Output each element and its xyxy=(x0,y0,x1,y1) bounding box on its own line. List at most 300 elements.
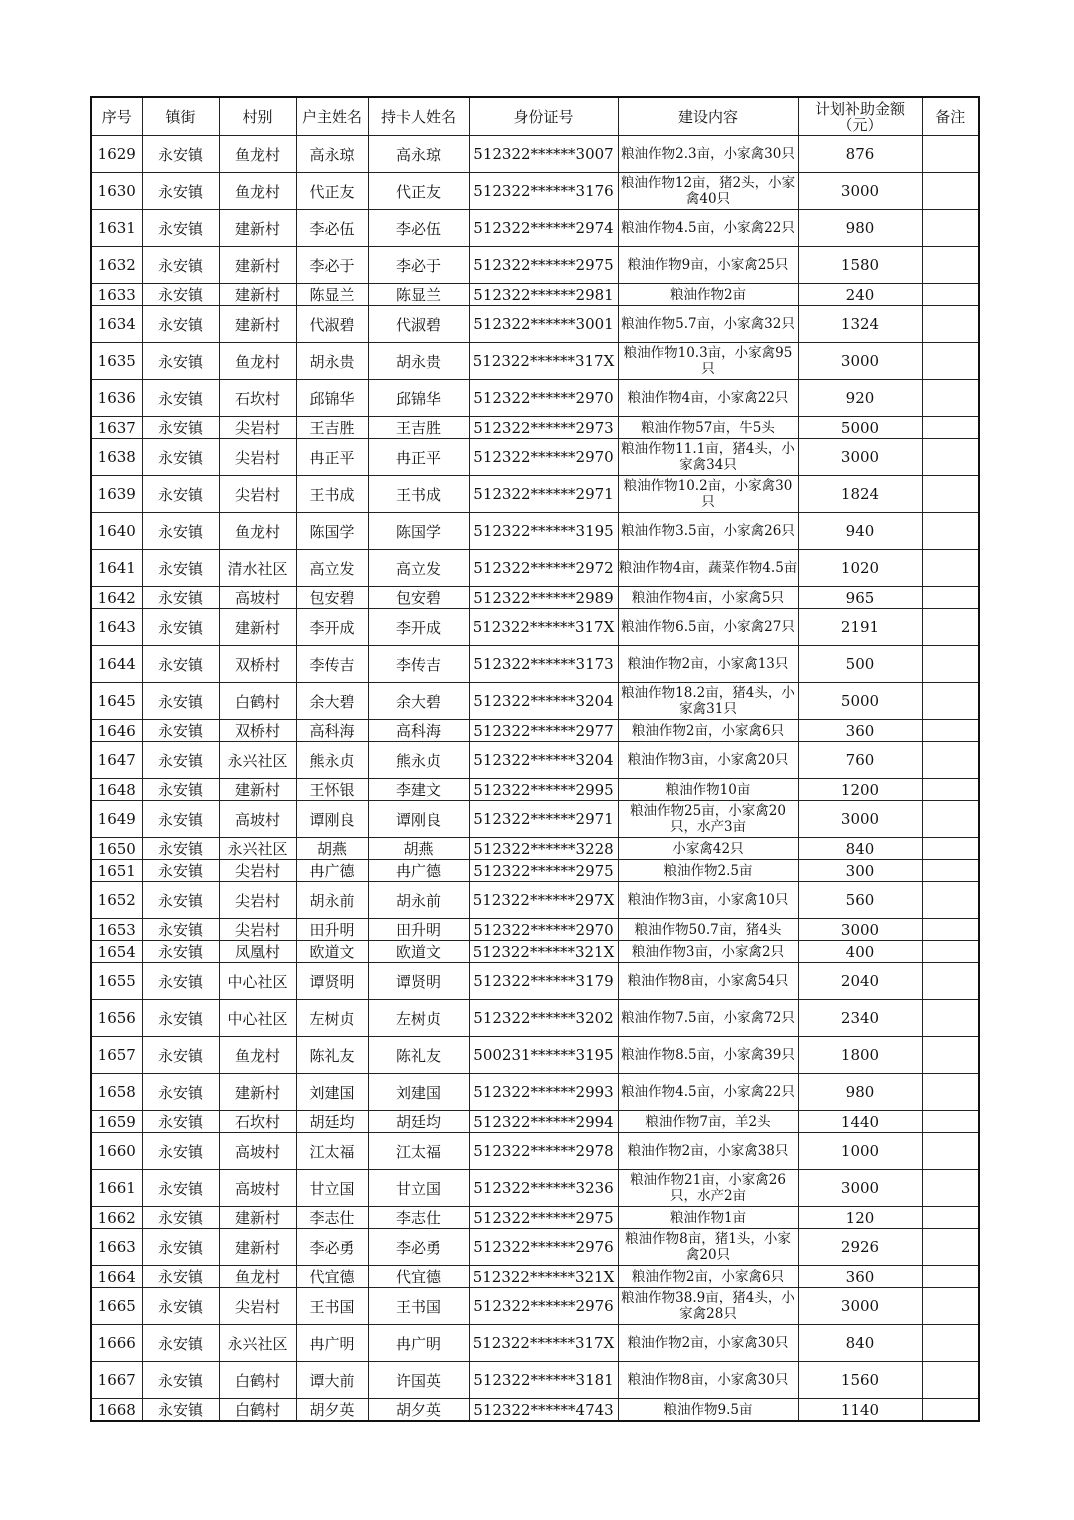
cell-seq: 1655 xyxy=(91,963,142,1000)
cell-remark xyxy=(922,1266,979,1288)
cell-construction: 粮油作物5.7亩，小家禽32只 xyxy=(618,306,798,343)
cell-seq: 1640 xyxy=(91,513,142,550)
cell-town: 永安镇 xyxy=(142,742,219,779)
cell-town: 永安镇 xyxy=(142,550,219,587)
cell-village: 建新村 xyxy=(219,1207,296,1229)
cell-cardholder: 陈国学 xyxy=(368,513,469,550)
table-row xyxy=(91,343,979,380)
cell-cardholder: 余大碧 xyxy=(368,683,469,720)
cell-village: 高坡村 xyxy=(219,587,296,609)
cell-village: 鱼龙村 xyxy=(219,513,296,550)
cell-householder: 王书成 xyxy=(296,476,368,513)
cell-cardholder: 代宜德 xyxy=(368,1266,469,1288)
header-cardholder: 持卡人姓名 xyxy=(368,97,469,136)
cell-village: 双桥村 xyxy=(219,646,296,683)
cell-town: 永安镇 xyxy=(142,609,219,646)
cell-construction: 粮油作物7.5亩，小家禽72只 xyxy=(618,1000,798,1037)
cell-town: 永安镇 xyxy=(142,343,219,380)
cell-seq: 1644 xyxy=(91,646,142,683)
cell-amount: 360 xyxy=(798,1266,922,1288)
cell-town: 永安镇 xyxy=(142,587,219,609)
cell-id-number: 512322******3007 xyxy=(469,136,618,173)
cell-town: 永安镇 xyxy=(142,1207,219,1229)
cell-seq: 1646 xyxy=(91,720,142,742)
cell-id-number: 512322******2974 xyxy=(469,210,618,247)
cell-village: 白鹤村 xyxy=(219,1399,296,1422)
cell-householder: 陈国学 xyxy=(296,513,368,550)
cell-cardholder: 冉广明 xyxy=(368,1325,469,1362)
cell-remark xyxy=(922,1074,979,1111)
cell-town: 永安镇 xyxy=(142,173,219,210)
cell-id-number: 512322******2970 xyxy=(469,380,618,417)
cell-amount: 940 xyxy=(798,513,922,550)
cell-cardholder: 谭刚良 xyxy=(368,801,469,838)
cell-cardholder: 熊永贞 xyxy=(368,742,469,779)
cell-amount: 1324 xyxy=(798,306,922,343)
cell-construction: 小家禽42只 xyxy=(618,838,798,860)
cell-village: 尖岩村 xyxy=(219,919,296,941)
cell-householder: 冉广德 xyxy=(296,860,368,882)
cell-cardholder: 代淑碧 xyxy=(368,306,469,343)
cell-remark xyxy=(922,284,979,306)
cell-id-number: 512322******2994 xyxy=(469,1111,618,1133)
cell-amount: 3000 xyxy=(798,1170,922,1207)
table-row xyxy=(91,1111,979,1133)
cell-seq: 1635 xyxy=(91,343,142,380)
cell-cardholder: 王吉胜 xyxy=(368,417,469,439)
table-row xyxy=(91,609,979,646)
cell-householder: 胡廷均 xyxy=(296,1111,368,1133)
cell-remark xyxy=(922,343,979,380)
cell-town: 永安镇 xyxy=(142,247,219,284)
cell-remark xyxy=(922,439,979,476)
table-row xyxy=(91,779,979,801)
cell-remark xyxy=(922,587,979,609)
cell-town: 永安镇 xyxy=(142,284,219,306)
cell-construction: 粮油作物25亩，小家禽20只，水产3亩 xyxy=(618,801,798,838)
cell-town: 永安镇 xyxy=(142,1229,219,1266)
cell-town: 永安镇 xyxy=(142,306,219,343)
table-row xyxy=(91,1288,979,1325)
cell-amount: 5000 xyxy=(798,683,922,720)
cell-seq: 1643 xyxy=(91,609,142,646)
cell-amount: 1200 xyxy=(798,779,922,801)
cell-town: 永安镇 xyxy=(142,1133,219,1170)
header-seq: 序号 xyxy=(91,97,142,136)
cell-construction: 粮油作物2亩，小家禽13只 xyxy=(618,646,798,683)
subsidy-table xyxy=(90,96,980,1422)
cell-cardholder: 李必伍 xyxy=(368,210,469,247)
cell-town: 永安镇 xyxy=(142,963,219,1000)
cell-village: 双桥村 xyxy=(219,720,296,742)
cell-amount: 1440 xyxy=(798,1111,922,1133)
cell-construction: 粮油作物11.1亩，猪4头，小家禽34只 xyxy=(618,439,798,476)
table-row xyxy=(91,1037,979,1074)
cell-construction: 粮油作物3.5亩，小家禽26只 xyxy=(618,513,798,550)
cell-id-number: 512322******321X xyxy=(469,941,618,963)
cell-householder: 冉正平 xyxy=(296,439,368,476)
cell-amount: 980 xyxy=(798,210,922,247)
cell-householder: 田升明 xyxy=(296,919,368,941)
table-row xyxy=(91,476,979,513)
cell-amount: 3000 xyxy=(798,343,922,380)
cell-remark xyxy=(922,720,979,742)
cell-remark xyxy=(922,1399,979,1422)
cell-village: 尖岩村 xyxy=(219,417,296,439)
cell-remark xyxy=(922,779,979,801)
table-row xyxy=(91,742,979,779)
cell-remark xyxy=(922,742,979,779)
cell-town: 永安镇 xyxy=(142,513,219,550)
cell-village: 凤凰村 xyxy=(219,941,296,963)
cell-town: 永安镇 xyxy=(142,1288,219,1325)
table-row xyxy=(91,173,979,210)
cell-construction: 粮油作物4亩，小家禽5只 xyxy=(618,587,798,609)
cell-amount: 840 xyxy=(798,838,922,860)
cell-householder: 李必于 xyxy=(296,247,368,284)
cell-cardholder: 谭贤明 xyxy=(368,963,469,1000)
cell-amount: 5000 xyxy=(798,417,922,439)
cell-amount: 2926 xyxy=(798,1229,922,1266)
cell-householder: 邱锦华 xyxy=(296,380,368,417)
cell-id-number: 512322******2970 xyxy=(469,439,618,476)
table-row xyxy=(91,683,979,720)
cell-seq: 1654 xyxy=(91,941,142,963)
cell-construction: 粮油作物2亩 xyxy=(618,284,798,306)
cell-town: 永安镇 xyxy=(142,860,219,882)
cell-cardholder: 高立发 xyxy=(368,550,469,587)
cell-amount: 360 xyxy=(798,720,922,742)
table-row xyxy=(91,801,979,838)
cell-village: 白鹤村 xyxy=(219,1362,296,1399)
cell-amount: 3000 xyxy=(798,919,922,941)
cell-remark xyxy=(922,1362,979,1399)
cell-householder: 谭刚良 xyxy=(296,801,368,838)
cell-village: 永兴社区 xyxy=(219,1325,296,1362)
cell-amount: 3000 xyxy=(798,1288,922,1325)
cell-householder: 左树贞 xyxy=(296,1000,368,1037)
cell-town: 永安镇 xyxy=(142,1037,219,1074)
cell-remark xyxy=(922,1133,979,1170)
cell-amount: 876 xyxy=(798,136,922,173)
cell-construction: 粮油作物3亩，小家禽20只 xyxy=(618,742,798,779)
cell-seq: 1660 xyxy=(91,1133,142,1170)
cell-id-number: 512322******2975 xyxy=(469,860,618,882)
cell-householder: 胡燕 xyxy=(296,838,368,860)
cell-town: 永安镇 xyxy=(142,838,219,860)
table-row xyxy=(91,1325,979,1362)
cell-id-number: 512322******297X xyxy=(469,882,618,919)
cell-remark xyxy=(922,646,979,683)
table-row xyxy=(91,513,979,550)
table-row xyxy=(91,646,979,683)
cell-seq: 1645 xyxy=(91,683,142,720)
cell-seq: 1638 xyxy=(91,439,142,476)
cell-remark xyxy=(922,963,979,1000)
cell-village: 石坎村 xyxy=(219,1111,296,1133)
cell-village: 建新村 xyxy=(219,609,296,646)
cell-village: 建新村 xyxy=(219,284,296,306)
cell-id-number: 512322******2978 xyxy=(469,1133,618,1170)
cell-town: 永安镇 xyxy=(142,1266,219,1288)
cell-id-number: 512322******2976 xyxy=(469,1229,618,1266)
cell-cardholder: 刘建国 xyxy=(368,1074,469,1111)
cell-cardholder: 王书国 xyxy=(368,1288,469,1325)
cell-cardholder: 田升明 xyxy=(368,919,469,941)
cell-cardholder: 李必勇 xyxy=(368,1229,469,1266)
cell-cardholder: 陈显兰 xyxy=(368,284,469,306)
cell-village: 永兴社区 xyxy=(219,838,296,860)
cell-amount: 965 xyxy=(798,587,922,609)
cell-cardholder: 冉正平 xyxy=(368,439,469,476)
cell-construction: 粮油作物18.2亩，猪4头，小家禽31只 xyxy=(618,683,798,720)
cell-seq: 1629 xyxy=(91,136,142,173)
cell-village: 高坡村 xyxy=(219,801,296,838)
cell-seq: 1656 xyxy=(91,1000,142,1037)
cell-amount: 1000 xyxy=(798,1133,922,1170)
cell-seq: 1634 xyxy=(91,306,142,343)
cell-construction: 粮油作物50.7亩，猪4头 xyxy=(618,919,798,941)
cell-village: 尖岩村 xyxy=(219,476,296,513)
cell-remark xyxy=(922,380,979,417)
cell-seq: 1663 xyxy=(91,1229,142,1266)
cell-id-number: 512322******2995 xyxy=(469,779,618,801)
cell-id-number: 512322******3228 xyxy=(469,838,618,860)
cell-remark xyxy=(922,306,979,343)
cell-householder: 高永琼 xyxy=(296,136,368,173)
cell-cardholder: 李建文 xyxy=(368,779,469,801)
cell-householder: 余大碧 xyxy=(296,683,368,720)
cell-construction: 粮油作物8亩，小家禽30只 xyxy=(618,1362,798,1399)
cell-cardholder: 李必于 xyxy=(368,247,469,284)
cell-seq: 1664 xyxy=(91,1266,142,1288)
cell-construction: 粮油作物8亩，小家禽54只 xyxy=(618,963,798,1000)
cell-cardholder: 许国英 xyxy=(368,1362,469,1399)
cell-householder: 代淑碧 xyxy=(296,306,368,343)
cell-village: 鱼龙村 xyxy=(219,1037,296,1074)
cell-seq: 1650 xyxy=(91,838,142,860)
cell-construction: 粮油作物10.3亩，小家禽95只 xyxy=(618,343,798,380)
cell-seq: 1653 xyxy=(91,919,142,941)
cell-id-number: 512322******2972 xyxy=(469,550,618,587)
cell-construction: 粮油作物2.3亩，小家禽30只 xyxy=(618,136,798,173)
table-row xyxy=(91,720,979,742)
cell-seq: 1636 xyxy=(91,380,142,417)
header-id-number: 身份证号 xyxy=(469,97,618,136)
cell-cardholder: 李志仕 xyxy=(368,1207,469,1229)
cell-construction: 粮油作物6.5亩，小家禽27只 xyxy=(618,609,798,646)
cell-id-number: 512322******2981 xyxy=(469,284,618,306)
cell-construction: 粮油作物9.5亩 xyxy=(618,1399,798,1422)
cell-construction: 粮油作物8亩，猪1头，小家禽20只 xyxy=(618,1229,798,1266)
cell-town: 永安镇 xyxy=(142,1399,219,1422)
cell-householder: 陈显兰 xyxy=(296,284,368,306)
cell-construction: 粮油作物2亩，小家禽6只 xyxy=(618,1266,798,1288)
cell-id-number: 512322******3204 xyxy=(469,683,618,720)
cell-town: 永安镇 xyxy=(142,1325,219,1362)
cell-remark xyxy=(922,919,979,941)
cell-cardholder: 王书成 xyxy=(368,476,469,513)
cell-remark xyxy=(922,683,979,720)
cell-cardholder: 冉广德 xyxy=(368,860,469,882)
cell-householder: 代宜德 xyxy=(296,1266,368,1288)
table-row xyxy=(91,306,979,343)
table-row xyxy=(91,1362,979,1399)
cell-amount: 1140 xyxy=(798,1399,922,1422)
cell-householder: 谭大前 xyxy=(296,1362,368,1399)
cell-town: 永安镇 xyxy=(142,417,219,439)
cell-construction: 粮油作物9亩，小家禽25只 xyxy=(618,247,798,284)
cell-remark xyxy=(922,1207,979,1229)
cell-amount: 560 xyxy=(798,882,922,919)
cell-id-number: 512322******317X xyxy=(469,343,618,380)
cell-construction: 粮油作物57亩，牛5头 xyxy=(618,417,798,439)
cell-construction: 粮油作物3亩，小家禽10只 xyxy=(618,882,798,919)
cell-householder: 谭贤明 xyxy=(296,963,368,1000)
cell-construction: 粮油作物38.9亩，猪4头，小家禽28只 xyxy=(618,1288,798,1325)
cell-cardholder: 邱锦华 xyxy=(368,380,469,417)
cell-remark xyxy=(922,609,979,646)
cell-householder: 李开成 xyxy=(296,609,368,646)
cell-town: 永安镇 xyxy=(142,1362,219,1399)
cell-amount: 980 xyxy=(798,1074,922,1111)
cell-town: 永安镇 xyxy=(142,380,219,417)
cell-amount: 500 xyxy=(798,646,922,683)
cell-householder: 王怀银 xyxy=(296,779,368,801)
cell-id-number: 512322******3181 xyxy=(469,1362,618,1399)
cell-town: 永安镇 xyxy=(142,779,219,801)
cell-id-number: 512322******2970 xyxy=(469,919,618,941)
header-village: 村别 xyxy=(219,97,296,136)
cell-village: 建新村 xyxy=(219,247,296,284)
cell-seq: 1639 xyxy=(91,476,142,513)
cell-town: 永安镇 xyxy=(142,1111,219,1133)
cell-id-number: 512322******2973 xyxy=(469,417,618,439)
cell-amount: 3000 xyxy=(798,173,922,210)
cell-id-number: 512322******3176 xyxy=(469,173,618,210)
cell-householder: 欧道文 xyxy=(296,941,368,963)
cell-amount: 2191 xyxy=(798,609,922,646)
cell-remark xyxy=(922,417,979,439)
cell-village: 清水社区 xyxy=(219,550,296,587)
cell-cardholder: 代正友 xyxy=(368,173,469,210)
cell-id-number: 512322******2975 xyxy=(469,1207,618,1229)
cell-amount: 3000 xyxy=(798,801,922,838)
cell-id-number: 512322******2975 xyxy=(469,247,618,284)
cell-cardholder: 高永琼 xyxy=(368,136,469,173)
cell-cardholder: 欧道文 xyxy=(368,941,469,963)
cell-village: 鱼龙村 xyxy=(219,136,296,173)
cell-householder: 胡夕英 xyxy=(296,1399,368,1422)
header-householder: 户主姓名 xyxy=(296,97,368,136)
cell-id-number: 512322******3202 xyxy=(469,1000,618,1037)
cell-amount: 2040 xyxy=(798,963,922,1000)
cell-construction: 粮油作物3亩，小家禽2只 xyxy=(618,941,798,963)
cell-cardholder: 李开成 xyxy=(368,609,469,646)
cell-remark xyxy=(922,247,979,284)
cell-remark xyxy=(922,1325,979,1362)
cell-amount: 400 xyxy=(798,941,922,963)
cell-amount: 1020 xyxy=(798,550,922,587)
cell-village: 中心社区 xyxy=(219,1000,296,1037)
cell-village: 高坡村 xyxy=(219,1133,296,1170)
cell-seq: 1666 xyxy=(91,1325,142,1362)
table-row xyxy=(91,136,979,173)
cell-construction: 粮油作物1亩 xyxy=(618,1207,798,1229)
cell-remark xyxy=(922,173,979,210)
cell-cardholder: 胡永前 xyxy=(368,882,469,919)
cell-remark xyxy=(922,210,979,247)
cell-construction: 粮油作物4亩，蔬菜作物4.5亩 xyxy=(618,550,798,587)
cell-id-number: 500231******3195 xyxy=(469,1037,618,1074)
cell-cardholder: 包安碧 xyxy=(368,587,469,609)
table-row xyxy=(91,860,979,882)
cell-amount: 3000 xyxy=(798,439,922,476)
cell-householder: 高立发 xyxy=(296,550,368,587)
cell-village: 建新村 xyxy=(219,779,296,801)
cell-village: 永兴社区 xyxy=(219,742,296,779)
cell-construction: 粮油作物4亩，小家禽22只 xyxy=(618,380,798,417)
table-body xyxy=(91,136,979,1422)
cell-town: 永安镇 xyxy=(142,1000,219,1037)
cell-cardholder: 江太福 xyxy=(368,1133,469,1170)
cell-id-number: 512322******321X xyxy=(469,1266,618,1288)
cell-householder: 冉广明 xyxy=(296,1325,368,1362)
cell-cardholder: 胡永贵 xyxy=(368,343,469,380)
table-row xyxy=(91,1207,979,1229)
cell-remark xyxy=(922,860,979,882)
cell-amount: 1560 xyxy=(798,1362,922,1399)
cell-id-number: 512322******4743 xyxy=(469,1399,618,1422)
cell-seq: 1648 xyxy=(91,779,142,801)
cell-householder: 李志仕 xyxy=(296,1207,368,1229)
table-row xyxy=(91,210,979,247)
cell-householder: 刘建国 xyxy=(296,1074,368,1111)
cell-seq: 1642 xyxy=(91,587,142,609)
cell-construction: 粮油作物7亩，羊2头 xyxy=(618,1111,798,1133)
cell-seq: 1667 xyxy=(91,1362,142,1399)
header-remark: 备注 xyxy=(922,97,979,136)
cell-householder: 包安碧 xyxy=(296,587,368,609)
cell-seq: 1661 xyxy=(91,1170,142,1207)
cell-construction: 粮油作物2亩，小家禽30只 xyxy=(618,1325,798,1362)
cell-construction: 粮油作物4.5亩，小家禽22只 xyxy=(618,210,798,247)
cell-cardholder: 甘立国 xyxy=(368,1170,469,1207)
cell-construction: 粮油作物12亩，猪2头，小家禽40只 xyxy=(618,173,798,210)
cell-town: 永安镇 xyxy=(142,720,219,742)
cell-seq: 1651 xyxy=(91,860,142,882)
header-construction: 建设内容 xyxy=(618,97,798,136)
cell-id-number: 512322******2977 xyxy=(469,720,618,742)
cell-remark xyxy=(922,838,979,860)
cell-town: 永安镇 xyxy=(142,646,219,683)
cell-village: 白鹤村 xyxy=(219,683,296,720)
cell-id-number: 512322******2993 xyxy=(469,1074,618,1111)
cell-construction: 粮油作物2亩，小家禽38只 xyxy=(618,1133,798,1170)
cell-cardholder: 胡燕 xyxy=(368,838,469,860)
cell-remark xyxy=(922,1111,979,1133)
cell-seq: 1632 xyxy=(91,247,142,284)
cell-village: 尖岩村 xyxy=(219,860,296,882)
cell-remark xyxy=(922,941,979,963)
cell-id-number: 512322******2989 xyxy=(469,587,618,609)
cell-id-number: 512322******3173 xyxy=(469,646,618,683)
cell-amount: 1580 xyxy=(798,247,922,284)
table-row xyxy=(91,919,979,941)
cell-amount: 1800 xyxy=(798,1037,922,1074)
table-row xyxy=(91,1266,979,1288)
table-row xyxy=(91,1170,979,1207)
